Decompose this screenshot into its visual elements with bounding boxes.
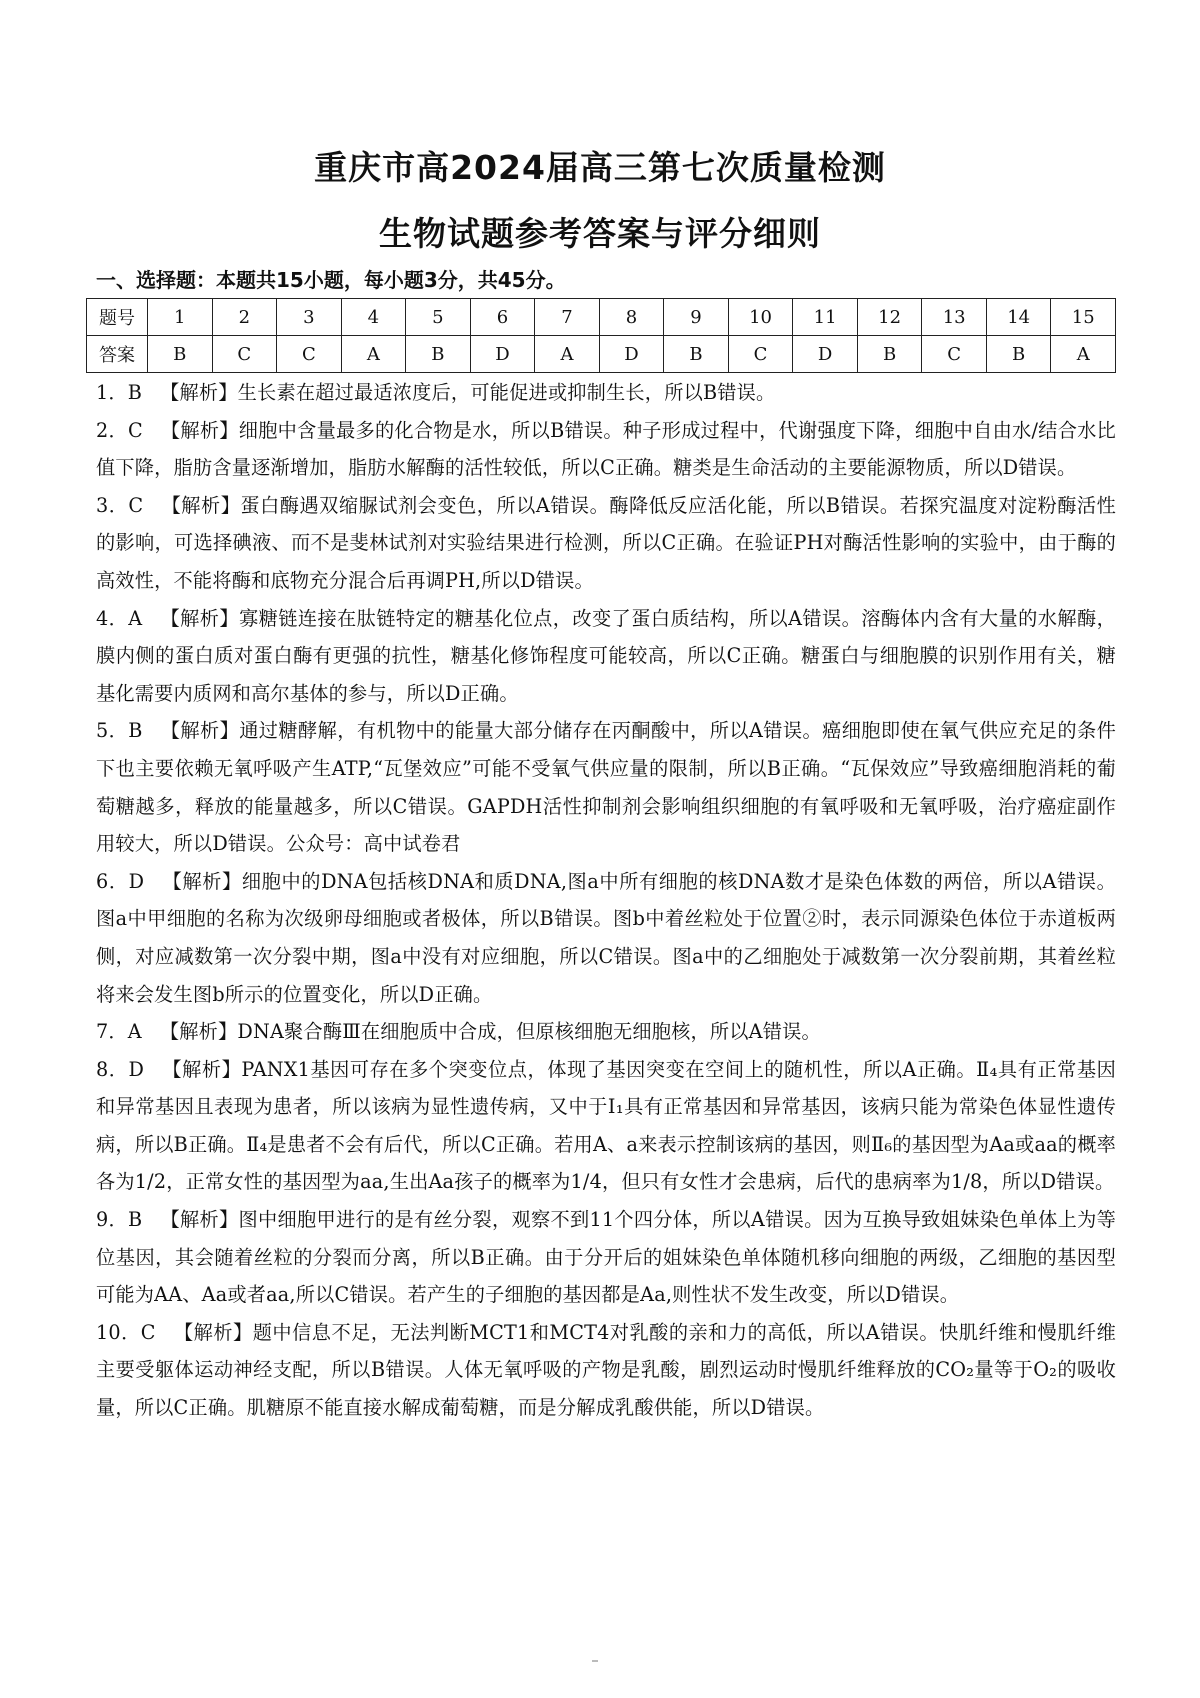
explanation-item bbox=[96, 374, 1116, 412]
item-number: 9．B bbox=[96, 1208, 143, 1232]
item-number: 3．C bbox=[96, 493, 144, 517]
item-text: 生长素在超过最适浓度后，可能促进或抑制生长，所以B错误。 bbox=[237, 381, 776, 404]
answer-cell: B bbox=[664, 336, 729, 373]
item-tag: 【解析】 bbox=[160, 719, 240, 743]
question-number-cell: 15 bbox=[1051, 299, 1116, 336]
item-text: 题中信息不足，无法判断MCT1和MCT4对乳酸的亲和力的高低，所以A错误。快肌纤维和慢肌纤维主要受躯体运动神经支配，所以B错误。人体无氧呼吸的产物是乳酸，剧烈运动时慢肌纤维释放的CO₂量等于O₂的吸收量，所以C正确。肌糖原不能直接水解成葡萄糖，而是分解成乳酸供能，所以D错误。 bbox=[96, 1320, 1116, 1420]
answer-table bbox=[86, 298, 1116, 373]
item-tag: 【解析】 bbox=[160, 1208, 239, 1232]
explanation-item bbox=[96, 1201, 1116, 1314]
item-tag: 【解析】 bbox=[173, 1320, 253, 1344]
question-number-cell: 9 bbox=[664, 299, 729, 336]
answer-cell: C bbox=[212, 336, 277, 373]
question-number-cell: 8 bbox=[599, 299, 664, 336]
answer-cell: A bbox=[1051, 336, 1116, 373]
answer-cell: B bbox=[406, 336, 471, 373]
answer-table-number-row bbox=[87, 299, 1116, 336]
item-number: 5．B bbox=[96, 719, 143, 743]
question-number-cell: 14 bbox=[986, 299, 1051, 336]
item-text: 细胞中的DNA包括核DNA和质DNA,图a中所有细胞的核DNA数才是染色体数的两倍，所以A错误。图a中甲细胞的名称为次级卵母细胞或者极体，所以B错误。图b中着丝粒处于位置②时，表示同源染色体位于赤道板两侧，对应减数第一次分裂中期，图a中没有对应细胞，所以C错误。图a中的乙细胞处于减数第一次分裂前期，其着丝粒将来会发生图b所示的位置变化，所以D正确。 bbox=[96, 869, 1116, 1006]
explanation-item bbox=[96, 1051, 1116, 1201]
answer-cell: B bbox=[857, 336, 922, 373]
answer-cell: D bbox=[599, 336, 664, 373]
explanation-item bbox=[96, 863, 1116, 1013]
question-number-cell: 11 bbox=[793, 299, 858, 336]
answer-cell: C bbox=[728, 336, 793, 373]
item-text: 通过糖酵解，有机物中的能量大部分储存在丙酮酸中，所以A错误。癌细胞即使在氧气供应充足的条件下也主要依赖无氧呼吸产生ATP,“瓦堡效应”可能不受氧气供应量的限制，所以B正确。“瓦保效应”导致癌细胞消耗的葡萄糖越多，释放的能量越多，所以C错误。GAPDH活性抑制剂会影响组织细胞的有氧呼吸和无氧呼吸，治疗癌症副作用较大，所以D错误。公众号：高中试卷君 bbox=[96, 719, 1116, 856]
explanation-item bbox=[96, 712, 1116, 862]
page-mark bbox=[592, 1660, 598, 1662]
answer-cell: B bbox=[148, 336, 213, 373]
item-text: PANX1基因可存在多个突变位点，体现了基因突变在空间上的随机性，所以A正确。Ⅱ₄具有正常基因和异常基因且表现为患者，所以该病为显性遗传病，又中于Ⅰ₁具有正常基因和异常基因，该病只能为常染色体显性遗传病，所以B正确。Ⅱ₄是患者不会有后代，所以C正确。若用A、a来表示控制该病的基因，则Ⅱ₆的基因型为Aa或aa的概率各为1/2，正常女性的基因型为aa,生出Aa孩子的概率为1/4，但只有女性才会患病，后代的患病率为1/8，所以D错误。 bbox=[96, 1057, 1116, 1194]
item-tag: 【解析】 bbox=[160, 418, 239, 442]
item-tag: 【解析】 bbox=[160, 381, 238, 404]
explanation-item bbox=[96, 1314, 1116, 1427]
explanation-item bbox=[96, 487, 1116, 600]
question-number-cell: 7 bbox=[535, 299, 600, 336]
item-number: 8．D bbox=[96, 1057, 145, 1081]
answer-cell: D bbox=[793, 336, 858, 373]
explanation-item bbox=[96, 600, 1116, 713]
answer-cell: B bbox=[986, 336, 1051, 373]
item-number: 1．B bbox=[96, 381, 143, 404]
item-text: 细胞中含量最多的化合物是水，所以B错误。种子形成过程中，代谢强度下降，细胞中自由水/结合水比值下降，脂肪含量逐渐增加，脂肪水解酶的活性较低，所以C正确。糖类是生命活动的主要能源物质，所以D错误。 bbox=[96, 418, 1116, 480]
answer-cell: C bbox=[277, 336, 342, 373]
item-tag: 【解析】 bbox=[162, 869, 242, 893]
explanation-item bbox=[96, 412, 1116, 487]
item-number: 4．A bbox=[96, 606, 143, 630]
item-tag: 【解析】 bbox=[159, 1020, 238, 1044]
question-number-cell: 10 bbox=[728, 299, 793, 336]
answer-cell: A bbox=[535, 336, 600, 373]
item-number: 6．D bbox=[96, 869, 145, 893]
item-text: DNA聚合酶Ⅲ在细胞质中合成，但原核细胞无细胞核，所以A错误。 bbox=[237, 1020, 821, 1044]
question-number-cell: 3 bbox=[277, 299, 342, 336]
question-number-cell: 2 bbox=[212, 299, 277, 336]
answer-table-answer-row bbox=[87, 336, 1116, 373]
page-title: 重庆市高2024届高三第七次质量检测 bbox=[314, 148, 886, 187]
item-number: 7．A bbox=[96, 1020, 142, 1044]
section-heading: 一、选择题：本题共15小题，每小题3分，共45分。 bbox=[96, 268, 566, 292]
table-row-label-answer: 答案 bbox=[87, 336, 148, 373]
item-tag: 【解析】 bbox=[160, 606, 239, 630]
item-number: 2．C bbox=[96, 418, 143, 442]
item-number: 10．C bbox=[96, 1320, 156, 1344]
item-text: 寡糖链连接在肽链特定的糖基化位点，改变了蛋白质结构，所以A错误。溶酶体内含有大量的水解酶，膜内侧的蛋白质对蛋白酶有更强的抗性，糖基化修饰程度可能较高，所以C正确。糖蛋白与细胞膜的识别作用有关，糖基化需要内质网和高尔基体的参与，所以D正确。 bbox=[96, 606, 1116, 705]
explanation-item bbox=[96, 1013, 1116, 1051]
item-tag: 【解析】 bbox=[162, 1057, 242, 1081]
table-row-label-number: 题号 bbox=[87, 299, 148, 336]
question-number-cell: 4 bbox=[341, 299, 406, 336]
item-text: 图中细胞甲进行的是有丝分裂，观察不到11个四分体，所以A错误。因为互换导致姐妹染色单体上为等位基因，其会随着丝粒的分裂而分离，所以B正确。由于分开后的姐妹染色单体随机移向细胞的两级，乙细胞的基因型可能为AA、Aa或者aa,所以C错误。若产生的子细胞的基因都是Aa,则性状不发生改变，所以D错误。 bbox=[96, 1208, 1116, 1307]
question-number-cell: 6 bbox=[470, 299, 535, 336]
question-number-cell: 12 bbox=[857, 299, 922, 336]
item-tag: 【解析】 bbox=[161, 493, 241, 517]
question-number-cell: 5 bbox=[406, 299, 471, 336]
question-number-cell: 13 bbox=[922, 299, 987, 336]
question-number-cell: 1 bbox=[148, 299, 213, 336]
explanations bbox=[96, 374, 1116, 1427]
answer-cell: C bbox=[922, 336, 987, 373]
answer-cell: D bbox=[470, 336, 535, 373]
item-text: 蛋白酶遇双缩脲试剂会变色，所以A错误。酶降低反应活化能，所以B错误。若探究温度对淀粉酶活性的影响，可选择碘液、而不是斐林试剂对实验结果进行检测，所以C正确。在验证PH对酶活性影响的实验中，由于酶的高效性，不能将酶和底物充分混合后再调PH,所以D错误。 bbox=[96, 493, 1116, 592]
answer-cell: A bbox=[341, 336, 406, 373]
page-subtitle: 生物试题参考答案与评分细则 bbox=[379, 214, 821, 253]
